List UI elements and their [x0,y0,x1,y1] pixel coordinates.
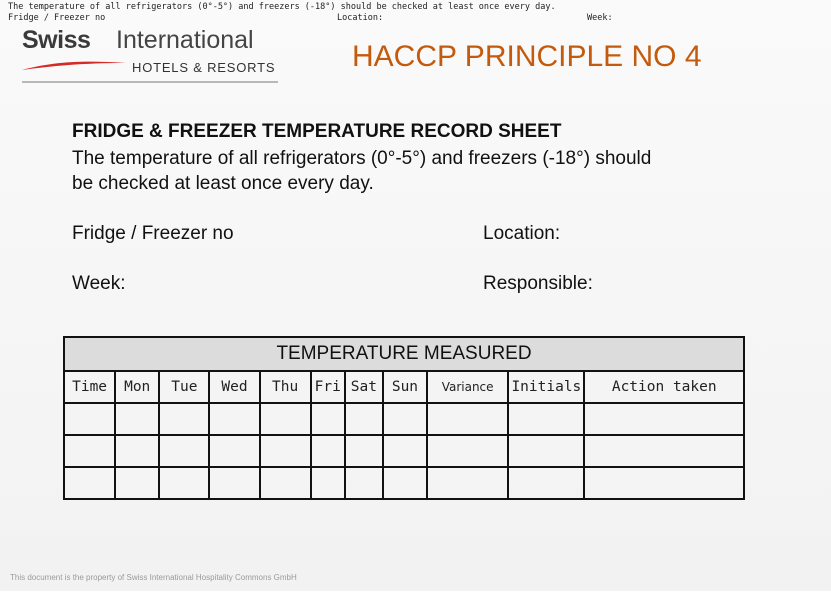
table-row [64,435,744,467]
table-cell[interactable] [64,403,115,435]
table-cell[interactable] [159,467,209,499]
table-cell[interactable] [311,467,345,499]
logo-swoosh-icon [22,60,126,72]
logo-international-text: International [116,26,254,54]
fridge-freezer-no-label: Fridge / Freezer no [72,223,234,244]
sheet-description-line-2: be checked at least once every day. [72,173,374,194]
table-cell[interactable] [383,403,427,435]
table-column-headers [64,371,744,403]
table-cell[interactable] [345,403,383,435]
table-cell[interactable] [115,403,159,435]
column-thu: Thu [260,371,311,403]
table-cell[interactable] [115,435,159,467]
logo-underline [22,81,278,83]
column-time: Time [64,371,115,403]
table-row [64,467,744,499]
column-sun: Sun [383,371,427,403]
table-cell[interactable] [508,403,584,435]
top-fridge-label: Fridge / Freezer no [8,13,106,23]
table-cell[interactable] [260,467,311,499]
top-description-line: The temperature of all refrigerators (0°-5°) and freezers (-18°) should be checked at least once every day. [8,2,556,12]
table-cell[interactable] [159,403,209,435]
table-cell[interactable] [427,435,508,467]
column-mon: Mon [115,371,159,403]
table-cell[interactable] [64,467,115,499]
column-tue: Tue [159,371,209,403]
table-cell[interactable] [209,403,259,435]
table-cell[interactable] [209,467,259,499]
location-label: Location: [483,223,561,244]
top-week-label: Week: [587,13,613,23]
table-cell[interactable] [383,435,427,467]
swiss-international-logo [20,26,282,90]
column-initials: Initials [508,371,584,403]
column-wed: Wed [209,371,259,403]
table-cell[interactable] [209,435,259,467]
table-cell[interactable] [508,467,584,499]
sheet-description [72,146,651,196]
table-row [64,403,744,435]
table-cell[interactable] [584,403,744,435]
sheet-title: FRIDGE & FREEZER TEMPERATURE RECORD SHEET [72,121,562,142]
table-cell[interactable] [311,403,345,435]
column-fri: Fri [311,371,345,403]
table-cell[interactable] [584,467,744,499]
top-location-label: Location: [337,13,384,23]
table-cell[interactable] [427,403,508,435]
sheet-description-line-1: The temperature of all refrigerators (0°-5°) and freezers (-18°) should [72,148,652,169]
table-cell[interactable] [345,467,383,499]
table-header-temperature-measured: TEMPERATURE MEASURED [64,337,744,371]
temperature-record-table [63,336,745,500]
table-cell[interactable] [64,435,115,467]
table-cell[interactable] [584,435,744,467]
week-label: Week: [72,273,126,294]
table-cell[interactable] [427,467,508,499]
table-cell[interactable] [508,435,584,467]
haccp-principle-heading: HACCP PRINCIPLE NO 4 [352,40,702,73]
logo-swiss-text: Swiss [22,26,91,54]
table-cell[interactable] [345,435,383,467]
column-sat: Sat [345,371,383,403]
table-cell[interactable] [115,467,159,499]
table-cell[interactable] [383,467,427,499]
table-cell[interactable] [260,435,311,467]
table-cell[interactable] [311,435,345,467]
footer-property-notice: This document is the property of Swiss International Hospitality Commons GmbH [10,573,297,582]
responsible-label: Responsible: [483,273,593,294]
table-cell[interactable] [260,403,311,435]
table-cell[interactable] [159,435,209,467]
column-variance: Variance [427,371,508,403]
logo-hotels-resorts-text: HOTELS & RESORTS [132,60,276,75]
column-action-taken: Action taken [584,371,744,403]
